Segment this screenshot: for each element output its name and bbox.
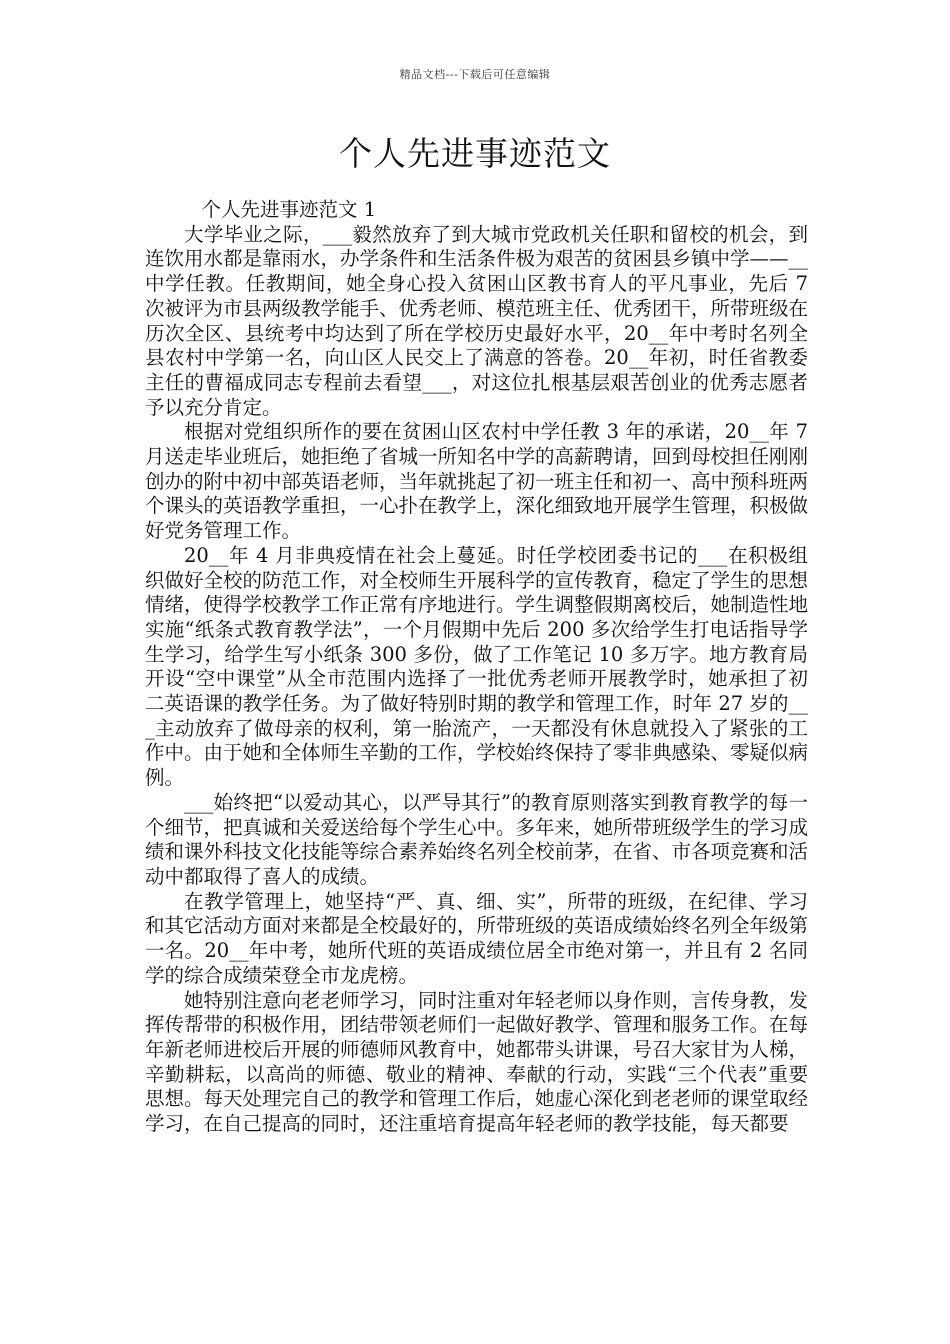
document-title: 个人先进事迹范文: [339, 134, 611, 173]
paragraph: ___始终把“以爱动其心，以严导其行”的教育原则落实到教育教学的每一个细节，把真诚和关爱送给每个学生心中。多年来，她所带班级学生的学习成绩和课外科技文化技能等综合素养始终名列全校前茅，在省、市各项竞赛和活动中都取得了喜人的成绩。: [145, 790, 809, 888]
paragraph: 20__年 4 月非典疫情在社会上蔓延。时任学校团委书记的___在积极组织做好全校的防范工作，对全校师生开展科学的宣传教育，稳定了学生的思想情绪，使得学校教学工作正常有序地进行。学生调整假期离校后，她制造性地实施“纸条式教育教学法”，一个月假期中先后 200 多次给学生打电话指导学生学习，给学生写小纸条 300 多份，做了工作笔记 10 多万字。地方教育局开设“空中课堂”从全市范围内选择了一批优秀老师开展教学时，她承担了初二英语课的教学任务。为了做好特别时期的教学和管理工作，时年 27 岁的___主动放弃了做母亲的权利，第一胎流产，一天都没有休息就投入了紧张的工作中。由于她和全体师生辛勤的工作，学校始终保持了零非典感染、零疑似病例。: [145, 543, 809, 790]
section-heading: 个人先进事迹范文 1: [201, 198, 377, 221]
paragraph: 她特别注意向老老师学习，同时注重对年轻老师以身作则，言传身教，发挥传帮带的积极作用，团结带领老师们一起做好教学、管理和服务工作。在每年新老师进校后开展的师德师风教育中，她都带头讲课，号召大家甘为人梯，辛勤耕耘，以高尚的师德、敬业的精神、奉献的行动，实践“三个代表”重要思想。每天处理完自己的教学和管理工作后，她虚心深化到老老师的课堂取经学习，在自己提高的同时，还注重培育提高年轻老师的教学技能，每天都要: [145, 988, 809, 1136]
paragraph: 在教学管理上，她坚持“严、真、细、实”，所带的班级，在纪律、学习和其它活动方面对来都是全校最好的，所带班级的英语成绩始终名列全年级第一名。20__年中考，她所代班的英语成绩位居全市绝对第一，并且有 2 名同学的综合成绩荣登全市龙虎榜。: [145, 889, 809, 987]
header-note: 精品文档---下载后可任意编辑: [399, 68, 551, 81]
document-body: [145, 198, 808, 1137]
paragraph: 大学毕业之际，___毅然放弃了到大城市党政机关任职和留校的机会，到连饮用水都是靠雨水，办学条件和生活条件极为艰苦的贫困县乡镇中学——__中学任教。任教期间，她全身心投入贫困山区教书育人的平凡事业，先后 7 次被评为市县两级教学能手、优秀老师、模范班主任、优秀团干，所带班级在历次全区、县统考中均达到了所在学校历史最好水平，20__年中考时名列全县农村中学第一名，向山区人民交上了满意的答卷。20__年初，时任省教委主任的曹福成同志专程前去看望___，对这位扎根基层艰苦创业的优秀志愿者予以充分肯定。: [145, 222, 809, 419]
paragraph: 根据对党组织所作的要在贫困山区农村中学任教 3 年的承诺，20__年 7 月送走毕业班后，她拒绝了省城一所知名中学的高薪聘请，回到母校担任刚刚创办的附中初中部英语老师，当年就挑起了初一班主任和初一、高中预科班两个课头的英语教学重担，一心扑在教学上，深化细致地开展学生管理，积极做好党务管理工作。: [145, 420, 809, 543]
